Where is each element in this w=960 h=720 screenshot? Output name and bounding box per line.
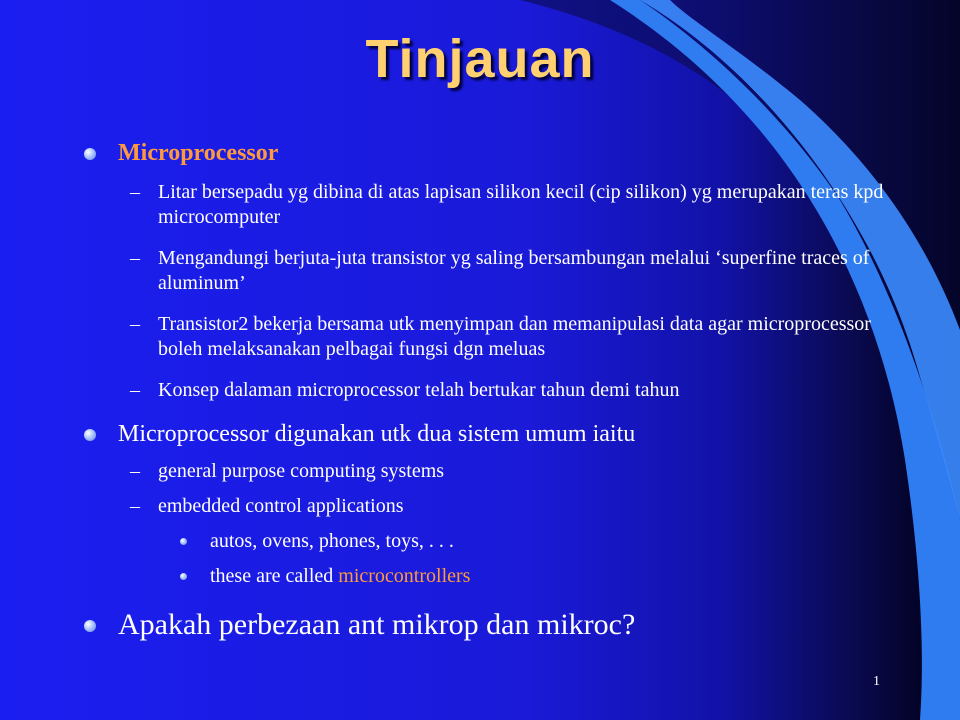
subitem-text: Konsep dalaman microprocessor telah bertukar tahun demi tahun <box>158 379 680 401</box>
subsubitem-text: these are called <box>210 565 334 587</box>
subitem <box>84 312 884 362</box>
dash-icon: – <box>130 379 140 401</box>
bullet-label: Microprocessor digunakan utk dua sistem umum iaitu <box>118 421 636 447</box>
bullet-dot-icon <box>84 429 96 441</box>
bullet-dot-icon <box>84 148 96 160</box>
bullet-usage <box>84 419 884 449</box>
subsubitem <box>84 564 884 589</box>
bullet-question <box>84 607 884 643</box>
subitem <box>84 378 884 403</box>
subitem-text: Litar bersepadu yg dibina di atas lapisan silikon kecil (cip silikon) yg merupakan teras kpd microcomputer <box>158 181 884 228</box>
subitem <box>84 246 884 296</box>
bullet-label: Apakah perbezaan ant mikrop dan mikroc? <box>118 608 636 641</box>
dash-icon: – <box>130 247 140 269</box>
dash-icon: – <box>130 313 140 335</box>
subitem <box>84 459 884 484</box>
slide-title: Tinjauan <box>365 29 595 89</box>
page-number: 1 <box>873 674 880 689</box>
bullet-dot-icon <box>84 620 96 632</box>
subsubitem-text: autos, ovens, phones, toys, . . . <box>210 530 454 552</box>
subitem-text: Transistor2 bekerja bersama utk menyimpan dan memanipulasi data agar microprocessor boleh melaksanakan pelbagai fungsi dgn meluas <box>158 313 871 360</box>
dash-icon: – <box>130 460 140 482</box>
microcontrollers-highlight: microcontrollers <box>338 565 471 587</box>
small-bullet-dot-icon <box>180 538 187 545</box>
subitem <box>84 494 884 519</box>
bullet-microprocessor <box>84 138 884 168</box>
dash-icon: – <box>130 495 140 517</box>
subitem-text: general purpose computing systems <box>158 460 445 482</box>
subsubitem <box>84 529 884 554</box>
subitem <box>84 180 884 230</box>
subitem-text: Mengandungi berjuta-juta transistor yg saling bersambungan melalui ‘superfine traces of aluminum’ <box>158 247 870 294</box>
subitem-text: embedded control applications <box>158 495 404 517</box>
bullet-label: Microprocessor <box>118 140 279 166</box>
slide-content <box>84 138 884 643</box>
dash-icon: – <box>130 181 140 203</box>
small-bullet-dot-icon <box>180 573 187 580</box>
